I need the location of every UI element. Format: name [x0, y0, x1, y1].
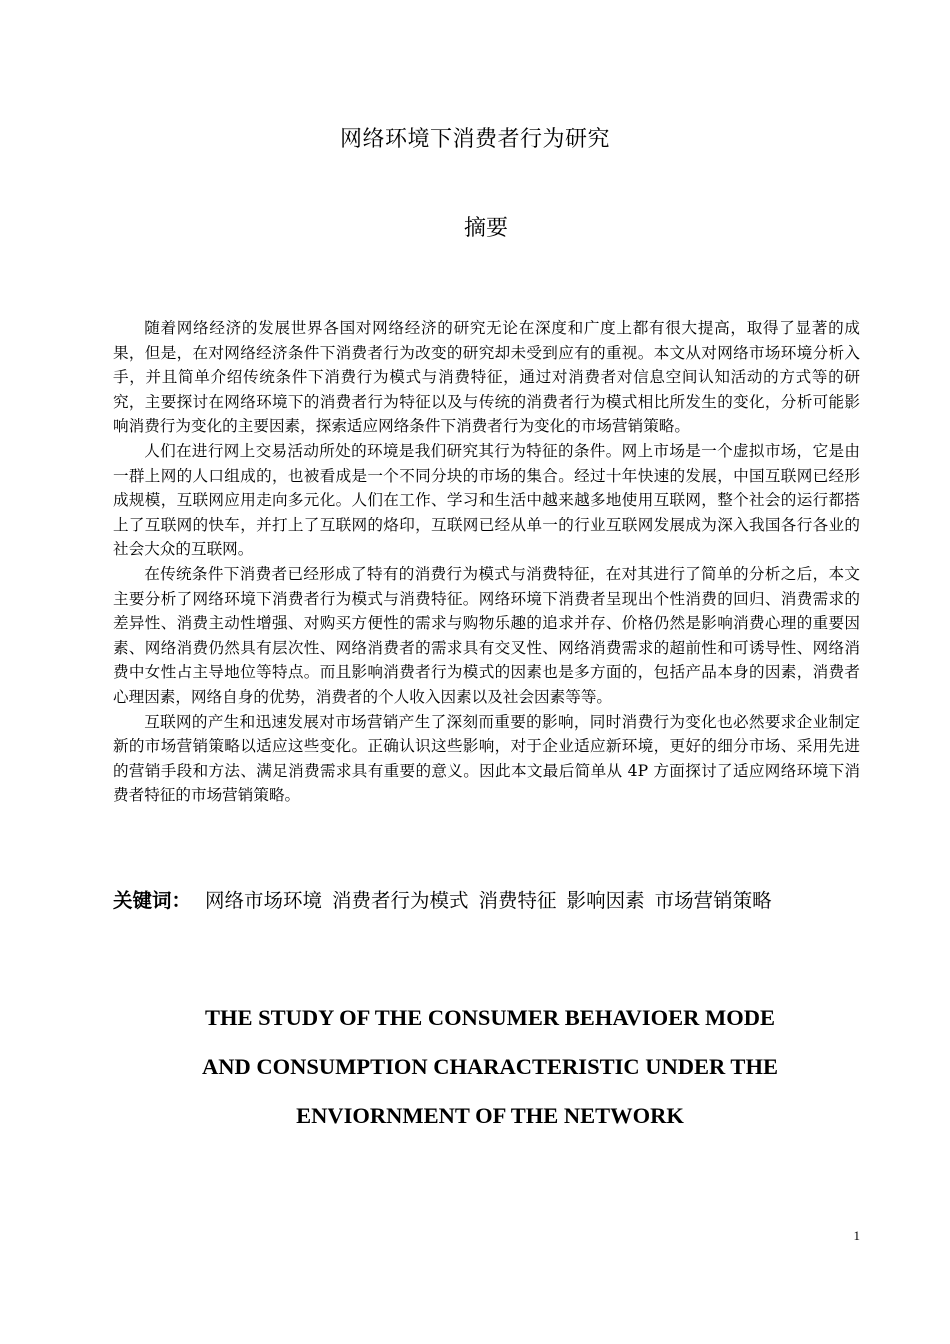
english-title	[130, 993, 850, 1140]
abstract-paragraph-3: 在传统条件下消费者已经形成了特有的消费行为模式与消费特征，在对其进行了简单的分析之后，本文主要分析了网络环境下消费者行为模式与消费特征。网络环境下消费者呈现出个性消费的回归、消费需求的差异性、消费主动性增强、对购买方便性的需求与购物乐趣的追求并存、价格仍然是影响消费心理的重要因素、网络消费仍然具有层次性、网络消费者的需求具有交叉性、网络消费需求的超前性和可诱导性、网络消费中女性占主导地位等特点。而且影响消费者行为模式的因素也是多方面的，包括产品本身的因素，消费者心理因素，网络自身的优势，消费者的个人收入因素以及社会因素等等。	[113, 564, 860, 706]
english-title-line-2: AND CONSUMPTION CHARACTERISTIC UNDER THE	[202, 1054, 778, 1079]
page-number: 1	[853, 1228, 860, 1243]
english-title-line-3: ENVIORNMENT OF THE NETWORK	[296, 1103, 684, 1128]
abstract-body	[113, 316, 860, 808]
abstract-paragraph-1: 随着网络经济的发展世界各国对网络经济的研究无论在深度和广度上都有很大提高，取得了显著的成果，但是，在对网络经济条件下消费者行为改变的研究却未受到应有的重视。本文从对网络市场环境分析入手，并且简单介绍传统条件下消费行为模式与消费特征，通过对消费者对信息空间认知活动的方式等的研究，主要探讨在网络环境下的消费者行为特征以及与传统的消费者行为模式相比所发生的变化，分析可能影响消费行为变化的主要因素，探索适应网络条件下消费者行为变化的市场营销策略。	[113, 319, 860, 436]
keyword-item: 消费特征	[478, 889, 557, 912]
keywords-label: 关键词：	[113, 889, 192, 912]
abstract-paragraph-2: 人们在进行网上交易活动所处的环境是我们研究其行为特征的条件。网上市场是一个虚拟市场，它是由一群上网的人口组成的，也被看成是一个不同分块的市场的集合。经过十年快速的发展，中国互联网已经形成规模，互联网应用走向多元化。人们在工作、学习和生活中越来越多地使用互联网，整个社会的运行都搭上了互联网的快车，并打上了互联网的烙印，互联网已经从单一的行业互联网发展成为深入我国各行各业的社会大众的互联网。	[113, 441, 860, 559]
keywords-line	[113, 885, 873, 913]
keyword-item: 消费者行为模式	[332, 889, 469, 912]
keyword-item: 市场营销策略	[654, 889, 772, 912]
document-title: 网络环境下消费者行为研究	[339, 127, 610, 152]
keyword-item: 影响因素	[566, 889, 645, 912]
english-title-line-1: THE STUDY OF THE CONSUMER BEHAVIOER MODE	[204, 1005, 776, 1030]
keyword-item: 网络市场环境	[205, 889, 323, 912]
abstract-heading: 摘要	[463, 216, 508, 241]
abstract-paragraph-4: 互联网的产生和迅速发展对市场营销产生了深刻而重要的影响，同时消费行为变化也必然要求企业制定新的市场营销策略以适应这些变化。正确认识这些影响，对于企业适应新环境，更好的细分市场、采用先进的营销手段和方法、满足消费需求具有重要的意义。因此本文最后简单从 4P 方面探讨了适应网络环境下消费者特征的市场营销策略。	[113, 712, 860, 805]
